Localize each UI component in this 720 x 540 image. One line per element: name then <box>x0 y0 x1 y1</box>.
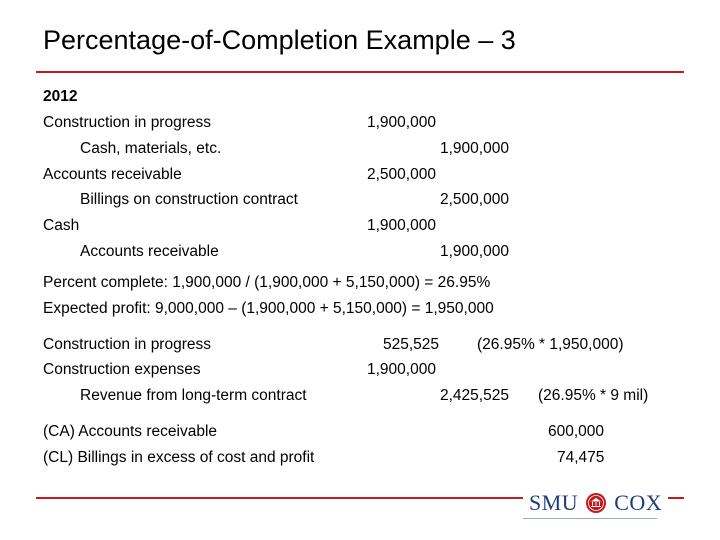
revenue-entry-account: Construction in progress <box>43 336 211 353</box>
journal-entry-debit: 2,500,000 <box>367 166 436 183</box>
journal-entry-account: Accounts receivable <box>43 166 182 183</box>
slide-title: Percentage-of-Completion Example – 3 <box>43 25 516 55</box>
balance-sheet-amount: 600,000 <box>548 423 605 440</box>
balance-sheet-label: (CA) Accounts receivable <box>43 423 218 440</box>
revenue-entry-account: Construction expenses <box>43 361 201 378</box>
revenue-entry-note: (26.95% * 9 mil) <box>538 387 649 404</box>
balance-sheet-amount: 74,475 <box>557 449 605 466</box>
logo-word-cox: COX <box>614 490 663 515</box>
journal-entry-debit: 1,900,000 <box>367 217 436 234</box>
logo-underline <box>523 518 657 519</box>
smu-cox-logo <box>523 486 668 520</box>
percent-complete-line: Percent complete: 1,900,000 / (1,900,000 + 5,150,000) = 26.95% <box>43 274 491 291</box>
journal-entry-account: Cash <box>43 217 80 234</box>
journal-entry-account: Billings on construction contract <box>80 191 298 208</box>
journal-entry-account: Accounts receivable <box>80 243 219 260</box>
year-heading: 2012 <box>43 88 78 105</box>
journal-entry-account: Construction in progress <box>43 114 211 131</box>
journal-entry-credit: 1,900,000 <box>440 243 509 260</box>
journal-entry-account: Cash, materials, etc. <box>80 140 222 157</box>
expected-profit-line: Expected profit: 9,000,000 – (1,900,000 + 5,150,000) = 1,950,000 <box>43 300 494 317</box>
university-seal-icon <box>585 492 607 514</box>
revenue-entry-account: Revenue from long-term contract <box>80 387 307 404</box>
revenue-entry-credit: 2,425,525 <box>440 387 509 404</box>
revenue-entry-debit: 1,900,000 <box>367 361 436 378</box>
journal-entry-credit: 2,500,000 <box>440 191 509 208</box>
revenue-entry-debit: 525,525 <box>383 336 440 353</box>
balance-sheet-label: (CL) Billings in excess of cost and profit <box>43 449 315 466</box>
logo-word-smu: SMU <box>529 490 579 515</box>
revenue-entry-note: (26.95% * 1,950,000) <box>477 336 624 353</box>
journal-entry-credit: 1,900,000 <box>440 140 509 157</box>
title-divider <box>36 71 684 73</box>
journal-entry-debit: 1,900,000 <box>367 114 436 131</box>
